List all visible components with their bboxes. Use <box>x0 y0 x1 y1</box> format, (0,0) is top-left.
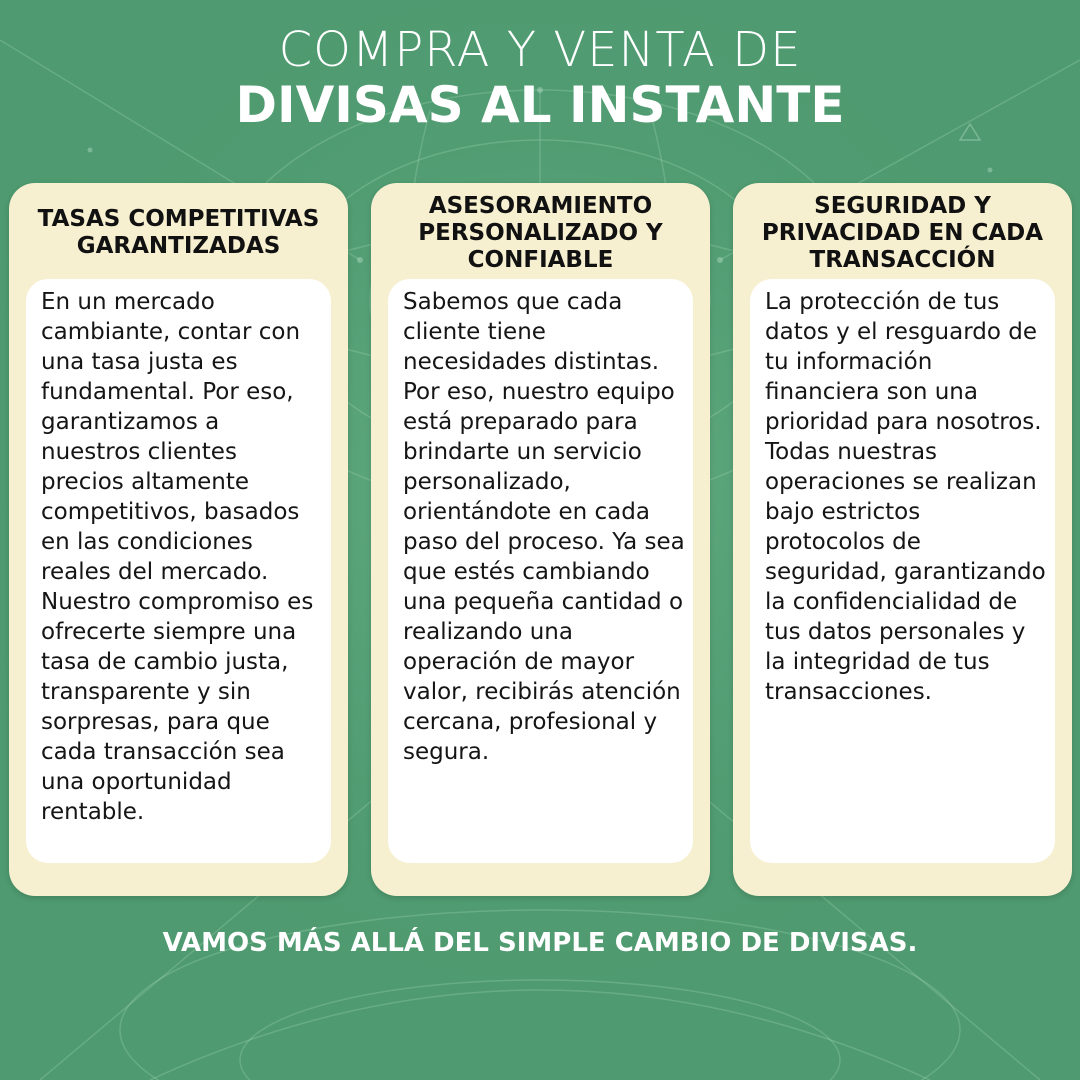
card-title: TASAS COMPETITIVAS GARANTIZADAS <box>37 206 320 259</box>
feature-card-competitive-rates <box>9 183 348 896</box>
card-body <box>26 279 331 863</box>
footer-tagline: VAMOS MÁS ALLÁ DEL SIMPLE CAMBIO DE DIVISAS. <box>162 928 918 958</box>
page-title-line-1: COMPRA Y VENTA DE <box>278 22 802 78</box>
card-title: ASESORAMIENTO PERSONALIZADO Y CONFIABLE <box>418 192 663 273</box>
card-text: Sabemos que cada cliente tiene necesidades distintas. Por eso, nuestro equipo está preparado para brindarte un servicio personalizado, orientándote en cada paso del proceso. Ya sea que estés cambiando una pequeña cantidad o realizando una operación de mayor valor, recibirás atención cercana, profesional y segura. <box>403 289 685 765</box>
page-title-line-2: DIVISAS AL INSTANTE <box>235 76 845 134</box>
feature-card-personal-advice <box>371 183 710 896</box>
card-body <box>388 279 693 863</box>
card-body <box>750 279 1055 863</box>
feature-card-security-privacy <box>733 183 1072 896</box>
card-text: La protección de tus datos y el resguardo de tu información financiera son una prioridad para nosotros. Todas nuestras operaciones se realizan bajo estrictos protocolos de seguridad, garantizando la confidencialidad de tus datos personales y la integridad de tus transacciones. <box>765 289 1046 705</box>
card-title: SEGURIDAD Y PRIVACIDAD EN CADA TRANSACCIÓN <box>761 192 1044 273</box>
card-text: En un mercado cambiante, contar con una tasa justa es fundamental. Por eso, garantizamos a nuestros clientes precios altamente competitivos, basados en las condiciones reales del mercado. Nuestro compromiso es ofrecerte siempre una tasa de cambio justa, transparente y sin sorpresas, para que cada transacción sea una oportunidad rentable. <box>41 289 314 825</box>
